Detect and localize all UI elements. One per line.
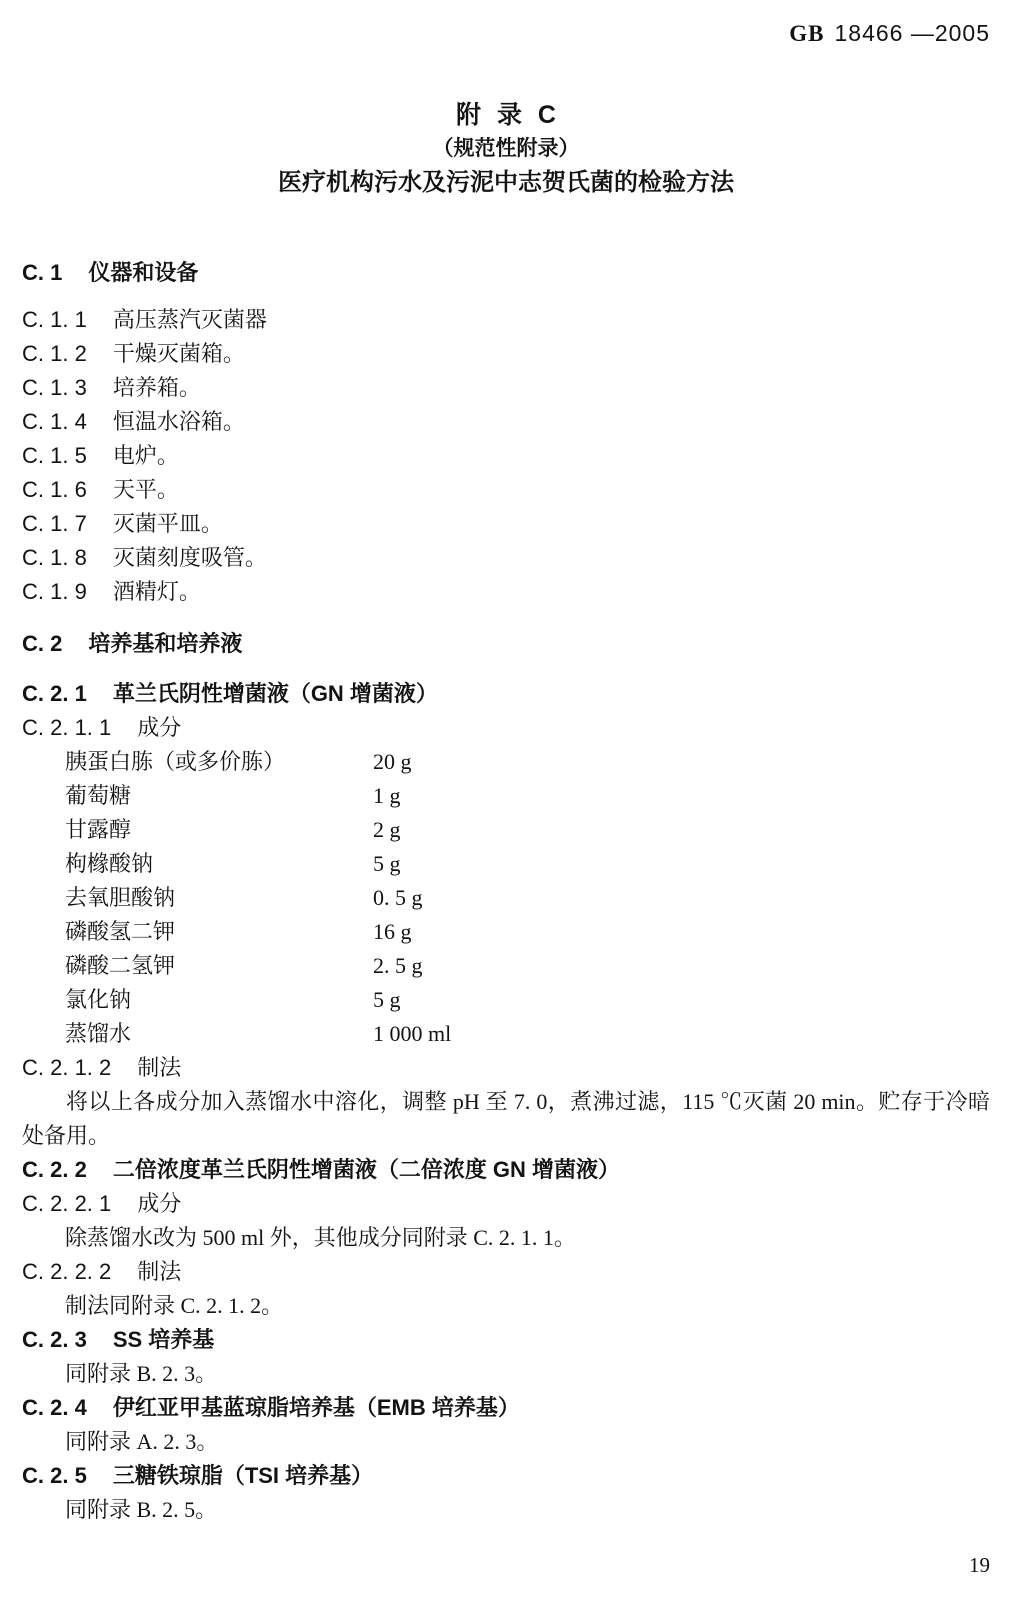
section-c212-heading	[22, 1051, 990, 1085]
section-title: 制法	[137, 1259, 182, 1284]
section-c222-heading	[22, 1255, 990, 1289]
section-c2-heading	[22, 627, 990, 661]
item-text: 灭菌平皿。	[112, 511, 223, 536]
ingredient-row	[22, 1017, 990, 1051]
section-c222-body: 制法同附录 C. 2. 1. 2。	[65, 1293, 284, 1318]
section-number: C. 2. 2. 2	[22, 1259, 112, 1284]
section-c24-body: 同附录 A. 2. 3。	[65, 1429, 219, 1454]
ingredient-amount: 2. 5 g	[373, 953, 423, 978]
item-text: 干燥灭菌箱。	[112, 341, 245, 366]
ingredient-row	[22, 847, 990, 881]
standard-code-number: 18466 —2005	[834, 20, 990, 46]
item-number: C. 1. 8	[22, 545, 87, 570]
ingredient-amount: 2 g	[373, 817, 401, 842]
item-text: 灭菌刻度吸管。	[112, 545, 267, 570]
ingredient-name: 枸橼酸钠	[65, 851, 154, 876]
section-c221-body: 除蒸馏水改为 500 ml 外，其他成分同附录 C. 2. 1. 1。	[65, 1225, 576, 1250]
item-text: 恒温水浴箱。	[112, 409, 245, 434]
ingredient-amount: 16 g	[373, 919, 412, 944]
item-text: 培养箱。	[112, 375, 201, 400]
section-c23-body: 同附录 B. 2. 3。	[65, 1361, 218, 1386]
section-number: C. 2. 3	[22, 1327, 87, 1352]
ingredient-name: 去氧胆酸钠	[65, 885, 176, 910]
section-title: 成分	[137, 1191, 182, 1216]
ingredient-row	[22, 779, 990, 813]
section-number: C. 2. 2	[22, 1157, 87, 1182]
section-number: C. 2. 5	[22, 1463, 87, 1488]
item-number: C. 1. 1	[22, 307, 87, 332]
ingredient-amount: 1 g	[373, 783, 401, 808]
ingredient-row	[22, 813, 990, 847]
ingredient-amount: 5 g	[373, 987, 401, 1012]
ingredient-row	[22, 983, 990, 1017]
equipment-item	[22, 337, 990, 371]
section-number: C. 2. 1	[22, 681, 87, 706]
equipment-item	[22, 371, 990, 405]
ingredient-amount: 20 g	[373, 749, 412, 774]
ingredient-amount: 1 000 ml	[373, 1021, 452, 1046]
standard-code-header	[22, 18, 990, 49]
section-title: 革兰氏阴性增菌液（GN 增菌液）	[112, 681, 438, 706]
section-number: C. 2. 1. 2	[22, 1055, 112, 1080]
section-c21-heading	[22, 677, 990, 711]
ingredient-name: 磷酸二氢钾	[65, 953, 176, 978]
section-number: C. 2. 2. 1	[22, 1191, 112, 1216]
section-c25-body: 同附录 B. 2. 5。	[65, 1497, 218, 1522]
section-title: 二倍浓度革兰氏阴性增菌液（二倍浓度 GN 增菌液）	[112, 1157, 621, 1182]
ingredient-row	[22, 915, 990, 949]
item-number: C. 1. 4	[22, 409, 87, 434]
item-number: C. 1. 9	[22, 579, 87, 604]
ingredient-name: 葡萄糖	[65, 783, 132, 808]
section-title: 制法	[137, 1055, 182, 1080]
appendix-title: 附 录 C	[456, 101, 556, 129]
item-number: C. 1. 6	[22, 477, 87, 502]
ingredient-name: 甘露醇	[65, 817, 132, 842]
equipment-item	[22, 507, 990, 541]
item-number: C. 1. 5	[22, 443, 87, 468]
section-title: 成分	[137, 715, 182, 740]
ingredient-row	[22, 881, 990, 915]
section-number: C. 1	[22, 260, 63, 285]
ingredient-row	[22, 949, 990, 983]
section-number: C. 2. 4	[22, 1395, 87, 1420]
ingredient-amount: 0. 5 g	[373, 885, 423, 910]
ingredient-name: 胰蛋白胨（或多价胨）	[65, 749, 286, 774]
item-number: C. 1. 7	[22, 511, 87, 536]
section-title: 三糖铁琼脂（TSI 培养基）	[112, 1463, 374, 1488]
equipment-item	[22, 439, 990, 473]
document-body	[22, 256, 990, 1527]
section-number: C. 2. 1. 1	[22, 715, 112, 740]
ingredient-name: 氯化钠	[65, 987, 132, 1012]
equipment-item	[22, 575, 990, 609]
item-text: 高压蒸汽灭菌器	[112, 307, 267, 332]
section-title: SS 培养基	[112, 1327, 215, 1352]
item-number: C. 1. 2	[22, 341, 87, 366]
standard-code-gb: GB	[789, 21, 825, 46]
section-c211-heading	[22, 711, 990, 745]
appendix-title-block	[22, 99, 990, 198]
item-text: 酒精灯。	[112, 579, 201, 604]
equipment-item	[22, 473, 990, 507]
section-c1-heading	[22, 256, 990, 290]
item-text: 天平。	[112, 477, 179, 502]
section-c23-heading	[22, 1323, 990, 1357]
equipment-item	[22, 303, 990, 337]
equipment-item	[22, 405, 990, 439]
preparation-paragraph: 将以上各成分加入蒸馏水中溶化，调整 pH 至 7. 0，煮沸过滤，115 ℃灭菌 20 min。贮存于冷暗处备用。	[22, 1089, 990, 1148]
section-c25-heading	[22, 1459, 990, 1493]
equipment-item	[22, 541, 990, 575]
ingredient-row	[22, 745, 990, 779]
section-title: 伊红亚甲基蓝琼脂培养基（EMB 培养基）	[112, 1395, 520, 1420]
page-number: 19	[969, 1553, 990, 1577]
section-c221-heading	[22, 1187, 990, 1221]
appendix-normative-label: （规范性附录）	[432, 137, 580, 160]
ingredient-amount: 5 g	[373, 851, 401, 876]
ingredient-name: 蒸馏水	[65, 1021, 132, 1046]
appendix-subject-title: 医疗机构污水及污泥中志贺氏菌的检验方法	[278, 169, 734, 196]
section-c24-heading	[22, 1391, 990, 1425]
section-number: C. 2	[22, 631, 63, 656]
item-number: C. 1. 3	[22, 375, 87, 400]
section-c22-heading	[22, 1153, 990, 1187]
section-title: 培养基和培养液	[88, 631, 243, 656]
ingredient-name: 磷酸氢二钾	[65, 919, 176, 944]
item-text: 电炉。	[112, 443, 179, 468]
section-title: 仪器和设备	[88, 260, 199, 285]
